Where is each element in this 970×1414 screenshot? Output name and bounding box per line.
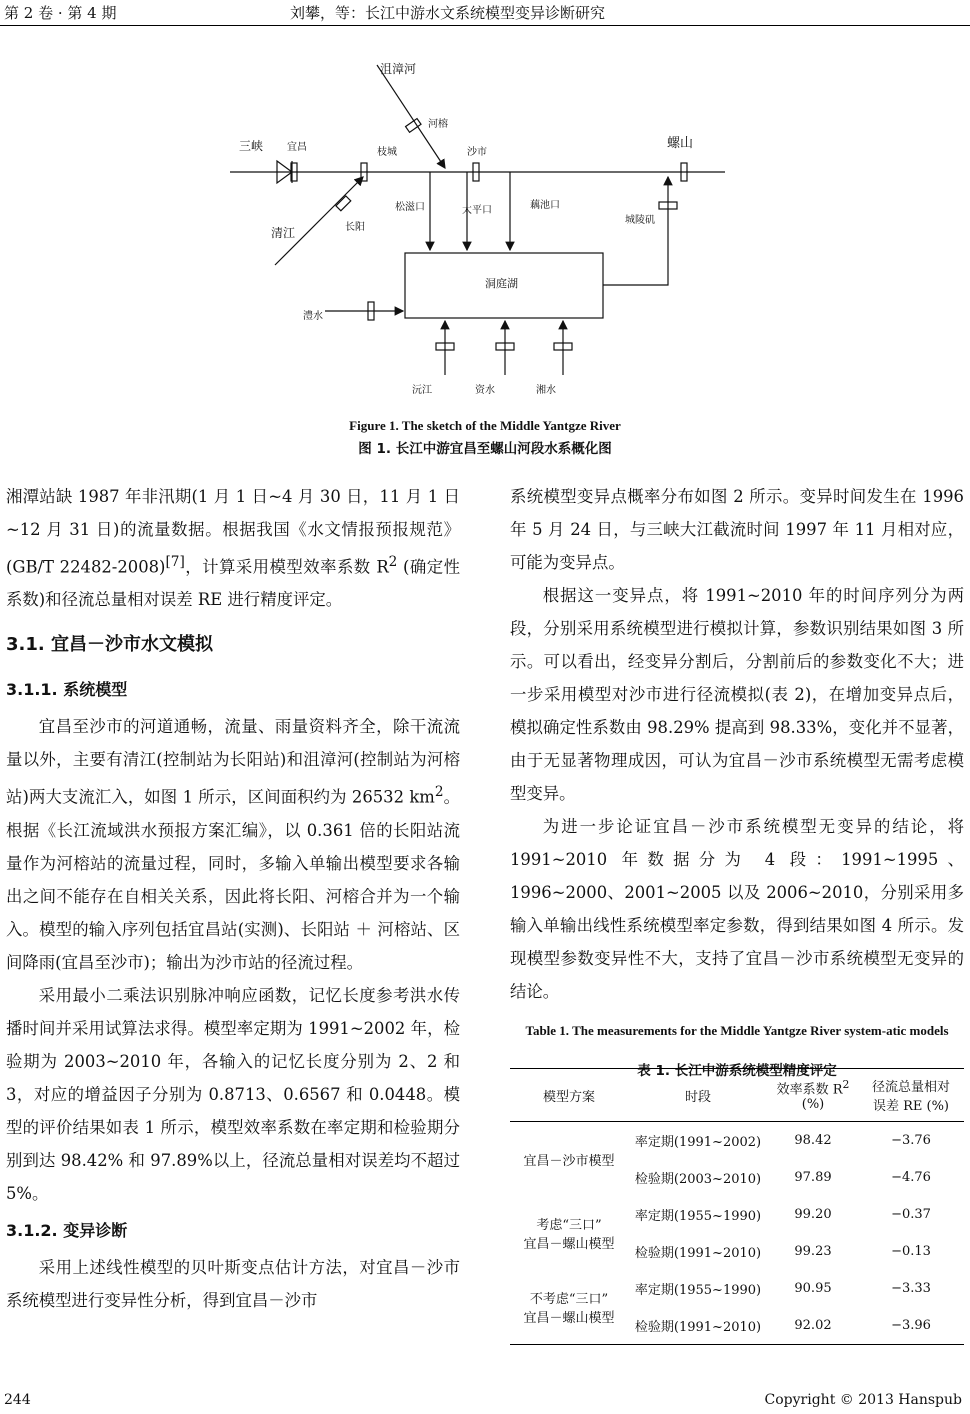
label-changyang: 长阳 — [345, 222, 365, 233]
label-dongting: 洞庭湖 — [485, 277, 518, 290]
running-title: 刘攀，等：长江中游水文系统模型变异诊断研究 — [290, 4, 606, 22]
label-yichang: 宜昌 — [287, 142, 307, 153]
label-xiangshui: 湘水 — [536, 385, 556, 396]
paragraph: 为进一步论证宜昌－沙市系统模型无变异的结论，将 1991~2010 年数据分为 4 段：1991~1995、1996~2000、2001~2005 以及 2006~2010，分别采用多输入单输出线性系统模型率定参数，得到结果如图 4 所示。发现模型参数变异性不大，支持了宜昌－沙市系统模型无变异的结论。 — [510, 817, 964, 1001]
table-row: 检验期(1991~2010) 99.23 −0.13 — [634, 1244, 931, 1261]
journal-volume: 第 2 卷 · 第 4 期 — [4, 4, 117, 22]
scheme-cell: 宜昌－沙市模型 — [523, 1153, 615, 1169]
table-row: 检验期(1991~2010) 92.02 −3.96 — [510, 1307, 964, 1345]
label-ouchikou: 藕池口 — [530, 200, 560, 211]
label-jushang: 沮漳河 — [380, 62, 417, 76]
paragraph: 系统模型变异点概率分布如图 2 所示。变异时间发生在 1996 年 5 月 24 日，与三峡大江截流时间 1997 年 11 月相对应，可能为变异点。 — [510, 487, 964, 572]
scheme-cell: 不考虑“三口” 宜昌－螺山模型 — [510, 1270, 628, 1345]
header-rule — [0, 25, 970, 26]
label-chenglingji: 城陵矶 — [625, 215, 655, 226]
label-shashi: 沙市 — [467, 147, 487, 158]
label-zishui: 资水 — [475, 385, 495, 396]
chenglingji-outflow-line — [603, 177, 668, 285]
subsection-heading: 3.1.1. 系统模型 — [6, 680, 128, 700]
table-row: 不考虑“三口” 宜昌－螺山模型 率定期(1955~1990) 90.95 −3.33 — [510, 1270, 964, 1307]
label-qingjiang: 清江 — [271, 226, 296, 240]
paragraph: 根据这一变异点，将 1991~2010 年的时间序列分为两段，分别采用系统模型进行模拟计算，参数识别结果如图 3 所示。可以看出，经变异分割后，分割前后的参数变化不大；进一步采用模型对沙市进行径流模拟(表 2)，在增加变异点后，模拟确定性系数由 98.29% 提高到 98.33%，变化并不显著，由于无显著物理成因，可认为宜昌－沙市系统模型无需考虑模型变异。 — [510, 586, 964, 803]
hejue-station-box — [406, 119, 421, 133]
subsection-heading: 3.1.2. 变异诊断 — [6, 1220, 128, 1240]
paragraph: 湘潭站缺 1987 年非汛期(1 月 1 日~4 月 30 日，11 月 1 日~12 月 31 日)的流量数据。根据我国《水文情报预报规范》(GB/T 22482-2008)[7]，计算采用模型效率系数 $R^2$ (确定性系数)和径流总量相对误差 RE 进行精度评定。 — [6, 487, 460, 610]
figure-caption-cn: 图 1. 长江中游宜昌至螺山河段水系概化图 — [358, 441, 612, 457]
running-header — [0, 0, 970, 24]
section-heading: 3.1. 宜昌－沙市水文模拟 — [6, 634, 213, 656]
left-column — [6, 480, 460, 1317]
label-hejue: 河榕 — [428, 119, 448, 130]
col-header-period: 时段 — [628, 1069, 768, 1122]
table-row: 考虑“三口” 宜昌－螺山模型 率定期(1955~1990) 99.20 −0.37 — [510, 1196, 964, 1233]
label-luoshan: 螺山 — [667, 136, 694, 151]
table-caption-en: Table 1. The measurements for the Middle Yantgze River system-atic models — [525, 1023, 949, 1038]
page-number: 244 — [4, 1392, 31, 1408]
right-column — [510, 480, 964, 1008]
label-zhicheng: 枝城 — [377, 147, 397, 158]
table-row: 检验期(2003~2010) 97.89 −4.76 — [634, 1170, 931, 1187]
figure-caption-en: Figure 1. The sketch of the Middle Yantgze River — [349, 418, 621, 433]
col-header-r2: 效率系数 $R^2$ (%) — [768, 1069, 858, 1122]
label-yuanjiang: 沅江 — [412, 385, 432, 396]
paragraph: 采用上述线性模型的贝叶斯变点估计方法，对宜昌－沙市系统模型进行变异性分析，得到宜昌－沙市 — [6, 1257, 460, 1310]
table-caption-cn: 表 1. 长江中游系统模型精度评定 — [637, 1063, 837, 1079]
label-sanxia: 三峡 — [239, 139, 264, 153]
col-header-re: 径流总量相对 误差 RE (%) — [858, 1069, 964, 1122]
copyright: Copyright © 2013 Hanspub — [764, 1392, 962, 1408]
col-header-scheme: 模型方案 — [510, 1069, 628, 1122]
label-songzikou: 松滋口 — [395, 202, 425, 213]
figure-1-river-sketch — [225, 55, 745, 410]
qingjiang-line — [275, 177, 363, 265]
label-taipingkou: 太平口 — [462, 205, 492, 216]
citation: [7] — [165, 554, 185, 570]
scheme-cell: 考虑“三口” 宜昌－螺山模型 — [523, 1218, 615, 1252]
table-row: 宜昌－沙市模型 率定期(1991~2002) 98.42 −3.76 — [510, 1122, 964, 1160]
changyang-station-box — [336, 196, 351, 211]
accuracy-table — [510, 1068, 964, 1345]
label-lishui: 澧水 — [303, 311, 323, 322]
paragraph: 采用最小二乘法识别脉冲响应函数，记忆长度参考洪水传播时间并采用试算法求得。模型率定期为 1991~2002 年，检验期为 2003~2010 年，各输入的记忆长度分别为 2、2 和 3，对应的增益因子分别为 0.8713、0.6567 和 0.0448。模型的评价结果如表 1 所示，模型效率系数在率定期和检验期分别到达 98.42% 和 97.89%以上，径流总量相对误差均不超过 5%。 — [6, 985, 460, 1203]
paragraph: 宜昌至沙市的河道通畅，流量、雨量资料齐全，除干流流量以外，主要有清江(控制站为长阳站)和沮漳河(控制站为河榕站)两大支流汇入，如图 1 所示，区间面积约为 26532 $km^2$。根据《长江流域洪水预报方案汇编》，以 0.361 倍的长阳站流量作为河榕站的流量过程，同时，多输入单输出模型要求各输出之间不能存在自相关关系，因此将长阳、河榕合并为一个输入。模型的输入序列包括宜昌站(实测)、长阳站 ＋ 河榕站、区间降雨(宜昌至沙市)；输出为沙市站的径流过程。 — [6, 717, 461, 972]
